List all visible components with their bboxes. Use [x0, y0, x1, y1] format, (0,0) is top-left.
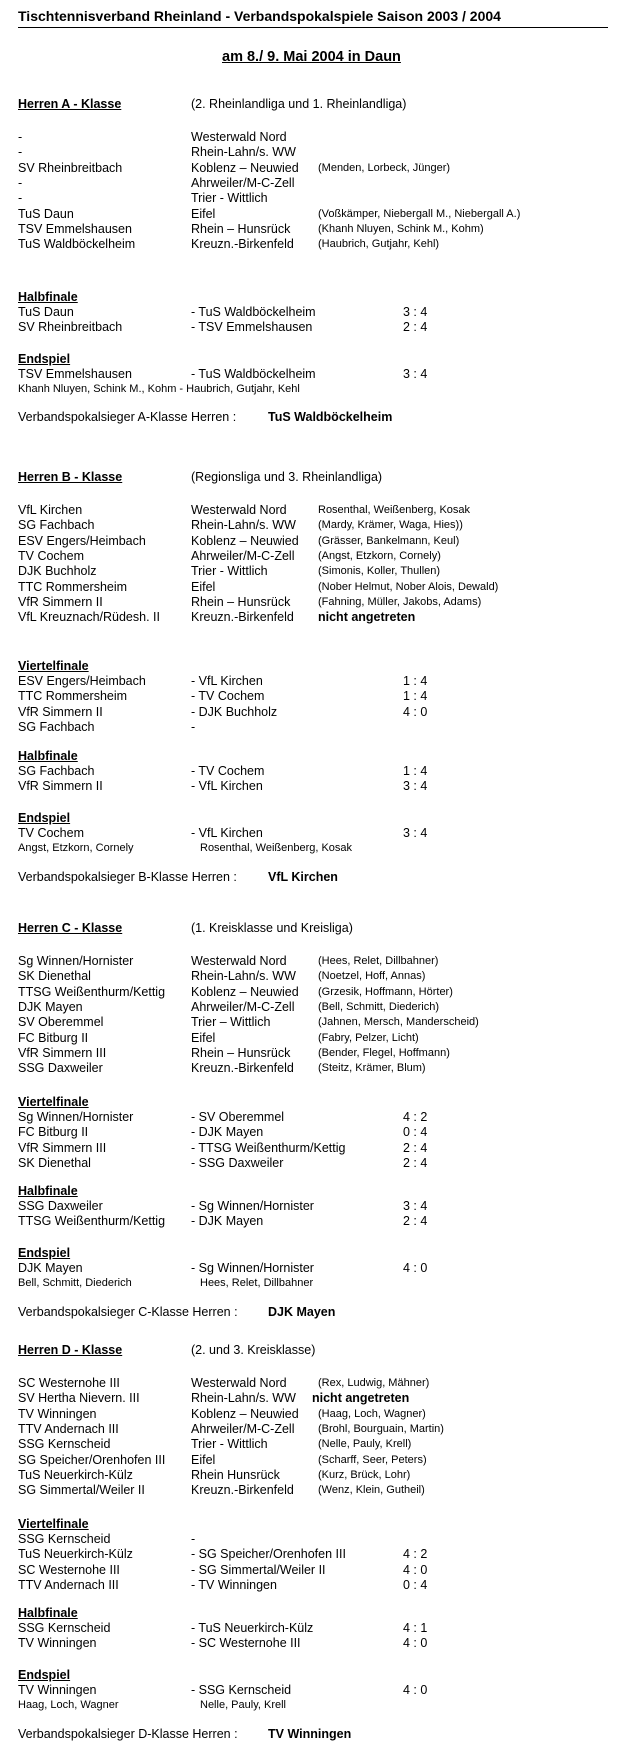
- team-players: (Fahning, Müller, Jakobs, Adams): [318, 595, 482, 608]
- match-home: TTC Rommersheim: [18, 689, 128, 704]
- team-players: (Scharff, Seer, Peters): [318, 1453, 427, 1466]
- round-heading: Endspiel: [18, 1246, 71, 1260]
- final-players-away: Nelle, Pauly, Krell: [200, 1699, 286, 1712]
- match-home: SSG Kernscheid: [18, 1532, 111, 1546]
- match-home: VfR Simmern II: [18, 704, 103, 719]
- match-away: - TV Winningen: [191, 1577, 277, 1592]
- round-heading: Endspiel: [18, 352, 71, 366]
- match-home: TuS Daun: [18, 305, 74, 319]
- team-name: SSG Kernscheid: [18, 1437, 111, 1452]
- winner-name: DJK Mayen: [268, 1305, 336, 1319]
- final-players: Khanh Nluyen, Schink M., Kohm - Haubrich, Gutjahr, Kehl: [18, 383, 300, 396]
- team-region: Ahrweiler/M-C-Zell: [191, 175, 295, 190]
- match-away: -: [191, 719, 196, 734]
- team-players: (Simonis, Koller, Thullen): [318, 565, 441, 578]
- team-region: Rhein – Hunsrück: [191, 594, 291, 609]
- match-score: 0 : 4: [403, 1125, 428, 1140]
- final-players-home: Bell, Schmitt, Diederich: [18, 1277, 132, 1290]
- team-players: (Nober Helmut, Nober Alois, Dewald): [318, 580, 499, 593]
- team-region: Kreuzn.-Birkenfeld: [191, 610, 294, 625]
- final-players-away: Rosenthal, Weißenberg, Kosak: [200, 842, 353, 855]
- team-region: Ahrweiler/M-C-Zell: [191, 999, 295, 1014]
- match-away: - VfL Kirchen: [191, 779, 263, 794]
- section-note: (2. Rheinlandliga und 1. Rheinlandliga): [191, 97, 407, 111]
- match-home: FC Bitburg II: [18, 1125, 89, 1140]
- match-away: - VfL Kirchen: [191, 826, 263, 840]
- match-away: - SV Oberemmel: [191, 1110, 285, 1124]
- team-players: (Haag, Loch, Wagner): [318, 1407, 426, 1420]
- match-home: Sg Winnen/Hornister: [18, 1110, 134, 1124]
- team-region: Trier - Wittlich: [191, 564, 268, 579]
- team-region: Ahrweiler/M-C-Zell: [191, 548, 295, 563]
- match-away: - TuS Waldböckelheim: [191, 367, 316, 381]
- section-heading: Herren D - Klasse: [18, 1343, 123, 1357]
- match-score: 4 : 0: [403, 1683, 428, 1697]
- match-score: 4 : 2: [403, 1547, 428, 1562]
- round-heading: Halbfinale: [18, 749, 78, 763]
- team-players: nicht angetreten: [312, 1391, 410, 1406]
- match-away: - VfL Kirchen: [191, 674, 263, 688]
- team-name: VfL Kirchen: [18, 503, 83, 517]
- team-region: Koblenz – Neuwied: [191, 533, 299, 548]
- match-home: TTV Andernach III: [18, 1577, 119, 1592]
- team-region: Eifel: [191, 206, 216, 221]
- team-players: (Grzesik, Hoffmann, Hörter): [318, 985, 453, 998]
- team-name: VfL Kreuznach/Rüdesh. II: [18, 610, 160, 625]
- team-name: -: [18, 130, 23, 144]
- team-region: Koblenz – Neuwied: [191, 160, 299, 175]
- match-score: 3 : 4: [403, 1199, 428, 1213]
- team-region: Rhein-Lahn/s. WW: [191, 969, 296, 984]
- team-players: (Bender, Flegel, Hoffmann): [318, 1046, 450, 1059]
- team-name: SV Oberemmel: [18, 1015, 104, 1030]
- team-players: (Hees, Relet, Dillbahner): [318, 955, 439, 967]
- team-region: Trier – Wittlich: [191, 1015, 271, 1030]
- team-region: Rhein – Hunsrück: [191, 1045, 291, 1060]
- team-region: Westerwald Nord: [191, 130, 287, 144]
- team-players: (Jahnen, Mersch, Manderscheid): [318, 1016, 479, 1029]
- team-region: Kreuzn.-Birkenfeld: [191, 1061, 294, 1076]
- match-home: TSV Emmelshausen: [18, 367, 132, 381]
- team-name: -: [18, 191, 23, 206]
- title-rule: [18, 27, 608, 28]
- winner-name: VfL Kirchen: [268, 870, 338, 884]
- match-away: - Sg Winnen/Hornister: [191, 1199, 314, 1213]
- team-region: Westerwald Nord: [191, 1376, 287, 1390]
- match-score: 1 : 4: [403, 764, 428, 778]
- team-name: SV Hertha Nievern. III: [18, 1391, 140, 1406]
- section-note: (1. Kreisklasse und Kreisliga): [191, 921, 353, 935]
- match-home: VfR Simmern II: [18, 779, 103, 794]
- team-region: Rhein-Lahn/s. WW: [191, 1391, 296, 1406]
- match-score: 3 : 4: [403, 779, 428, 794]
- match-home: SSG Daxweiler: [18, 1199, 103, 1213]
- team-name: SG Fachbach: [18, 518, 95, 533]
- match-away: - TV Cochem: [191, 764, 265, 778]
- match-score: 4 : 1: [403, 1621, 428, 1635]
- team-name: TSV Emmelshausen: [18, 221, 132, 236]
- match-score: 4 : 0: [403, 1261, 428, 1275]
- team-players: (Kurz, Brück, Lohr): [318, 1468, 411, 1481]
- team-name: SG Speicher/Orenhofen III: [18, 1452, 166, 1467]
- match-home: TV Cochem: [18, 826, 84, 840]
- team-name: TuS Neuerkirch-Külz: [18, 1467, 133, 1482]
- round-heading: Endspiel: [18, 811, 71, 825]
- winner-name: TuS Waldböckelheim: [268, 410, 393, 424]
- match-home: TTSG Weißenthurm/Kettig: [18, 1214, 166, 1229]
- match-away: - SG Simmertal/Weiler II: [191, 1562, 326, 1577]
- team-name: -: [18, 175, 23, 190]
- team-name: TTSG Weißenthurm/Kettig: [18, 984, 166, 999]
- match-score: 3 : 4: [403, 305, 428, 319]
- match-home: TV Winningen: [18, 1636, 97, 1651]
- team-region: Ahrweiler/M-C-Zell: [191, 1421, 295, 1436]
- match-away: - SSG Daxweiler: [191, 1155, 284, 1170]
- team-region: Koblenz – Neuwied: [191, 984, 299, 999]
- team-name: -: [18, 145, 23, 160]
- team-name: TuS Waldböckelheim: [18, 237, 136, 252]
- match-score: 2 : 4: [403, 1214, 428, 1229]
- match-away: - TTSG Weißenthurm/Kettig: [191, 1140, 346, 1155]
- match-away: - SG Speicher/Orenhofen III: [191, 1547, 346, 1562]
- team-players: (Nelle, Pauly, Krell): [318, 1438, 412, 1451]
- round-heading: Halbfinale: [18, 1606, 78, 1620]
- match-home: TuS Neuerkirch-Külz: [18, 1547, 133, 1562]
- team-region: Eifel: [191, 579, 216, 594]
- team-region: Rhein-Lahn/s. WW: [191, 145, 296, 160]
- section-heading: Herren B - Klasse: [18, 470, 123, 484]
- match-away: - TV Cochem: [191, 689, 265, 704]
- team-players: (Rex, Ludwig, Mähner): [318, 1377, 430, 1389]
- match-away: - DJK Buchholz: [191, 704, 278, 719]
- team-region: Rhein – Hunsrück: [191, 221, 291, 236]
- winner-label: Verbandspokalsieger B-Klasse Herren :: [18, 870, 237, 884]
- team-name: DJK Buchholz: [18, 564, 97, 579]
- team-players: (Menden, Lorbeck, Jünger): [318, 161, 451, 174]
- team-players: (Haubrich, Gutjahr, Kehl): [318, 238, 440, 251]
- team-name: Sg Winnen/Hornister: [18, 954, 134, 968]
- team-name: SG Simmertal/Weiler II: [18, 1483, 145, 1498]
- match-score: 4 : 2: [403, 1110, 428, 1124]
- team-players: (Wenz, Klein, Gutheil): [318, 1484, 425, 1497]
- team-region: Westerwald Nord: [191, 503, 287, 517]
- match-away: - DJK Mayen: [191, 1125, 264, 1140]
- team-players: (Brohl, Bourguain, Martin): [318, 1422, 444, 1435]
- team-players: (Angst, Etzkorn, Cornely): [318, 549, 441, 562]
- match-score: 4 : 0: [403, 1636, 428, 1651]
- team-region: Trier - Wittlich: [191, 191, 268, 206]
- section-heading: Herren C - Klasse: [18, 921, 123, 935]
- match-home: SSG Kernscheid: [18, 1621, 111, 1635]
- team-name: SK Dienethal: [18, 969, 91, 984]
- team-name: SV Rheinbreitbach: [18, 160, 123, 175]
- team-name: TTV Andernach III: [18, 1421, 119, 1436]
- team-name: VfR Simmern III: [18, 1045, 107, 1060]
- team-name: TV Winningen: [18, 1406, 97, 1421]
- team-region: Kreuzn.-Birkenfeld: [191, 237, 294, 252]
- match-home: SG Fachbach: [18, 719, 95, 734]
- winner-label: Verbandspokalsieger D-Klasse Herren :: [18, 1727, 238, 1741]
- team-name: TV Cochem: [18, 548, 84, 563]
- winner-label: Verbandspokalsieger A-Klasse Herren :: [18, 410, 237, 424]
- final-players-home: Haag, Loch, Wagner: [18, 1699, 119, 1712]
- match-score: 2 : 4: [403, 1140, 428, 1155]
- match-away: -: [191, 1532, 196, 1546]
- match-score: 0 : 4: [403, 1577, 428, 1592]
- team-region: Rhein-Lahn/s. WW: [191, 518, 296, 533]
- section-note: (Regionsliga und 3. Rheinlandliga): [191, 470, 383, 484]
- final-players-home: Angst, Etzkorn, Cornely: [18, 842, 134, 855]
- round-heading: Viertelfinale: [18, 1517, 89, 1531]
- match-away: - Sg Winnen/Hornister: [191, 1261, 314, 1275]
- winner-name: TV Winningen: [268, 1727, 352, 1741]
- team-name: DJK Mayen: [18, 999, 83, 1014]
- team-players: nicht angetreten: [318, 610, 416, 625]
- match-home: VfR Simmern III: [18, 1140, 107, 1155]
- team-players: (Bell, Schmitt, Diederich): [318, 1000, 440, 1013]
- match-away: - TSV Emmelshausen: [191, 320, 313, 335]
- match-score: 4 : 0: [403, 1562, 428, 1577]
- team-players: (Steitz, Krämer, Blum): [318, 1062, 426, 1075]
- match-home: TV Winningen: [18, 1683, 97, 1697]
- final-players-away: Hees, Relet, Dillbahner: [200, 1277, 314, 1290]
- team-region: Kreuzn.-Birkenfeld: [191, 1483, 294, 1498]
- match-home: DJK Mayen: [18, 1261, 83, 1275]
- team-players: (Noetzel, Hoff, Annas): [318, 970, 426, 983]
- match-home: SV Rheinbreitbach: [18, 320, 123, 335]
- team-region: Eifel: [191, 1452, 216, 1467]
- match-home: SC Westernohe III: [18, 1562, 120, 1577]
- match-home: SK Dienethal: [18, 1155, 91, 1170]
- match-home: ESV Engers/Heimbach: [18, 674, 146, 688]
- team-name: TTC Rommersheim: [18, 579, 128, 594]
- round-heading: Endspiel: [18, 1668, 71, 1682]
- page-subtitle: am 8./ 9. Mai 2004 in Daun: [222, 49, 401, 65]
- match-score: 2 : 4: [403, 320, 428, 335]
- match-away: - TuS Neuerkirch-Külz: [191, 1621, 314, 1635]
- team-region: Koblenz – Neuwied: [191, 1406, 299, 1421]
- section-note: (2. und 3. Kreisklasse): [191, 1343, 316, 1357]
- match-score: 1 : 4: [403, 674, 428, 688]
- match-away: - TuS Waldböckelheim: [191, 305, 316, 319]
- team-name: SC Westernohe III: [18, 1376, 120, 1390]
- round-heading: Halbfinale: [18, 1184, 78, 1198]
- team-players: (Khanh Nluyen, Schink M., Kohm): [318, 222, 484, 235]
- match-away: - SSG Kernscheid: [191, 1683, 292, 1697]
- round-heading: Halbfinale: [18, 290, 78, 304]
- team-name: ESV Engers/Heimbach: [18, 533, 146, 548]
- team-players: (Mardy, Krämer, Waga, Hies)): [318, 519, 463, 532]
- team-players: (Fabry, Pelzer, Licht): [318, 1031, 419, 1044]
- page-title: Tischtennisverband Rheinland - Verbandspokalspiele Saison 2003 / 2004: [18, 8, 501, 24]
- team-region: Rhein Hunsrück: [191, 1467, 280, 1482]
- team-region: Trier - Wittlich: [191, 1437, 268, 1452]
- match-away: - DJK Mayen: [191, 1214, 264, 1229]
- team-region: Westerwald Nord: [191, 954, 287, 968]
- match-score: 4 : 0: [403, 704, 428, 719]
- match-score: 3 : 4: [403, 826, 428, 840]
- match-score: 1 : 4: [403, 689, 428, 704]
- match-home: SG Fachbach: [18, 764, 95, 778]
- team-name: VfR Simmern II: [18, 594, 103, 609]
- round-heading: Viertelfinale: [18, 659, 89, 673]
- team-region: Eifel: [191, 1030, 216, 1045]
- team-players: Rosenthal, Weißenberg, Kosak: [318, 504, 471, 516]
- team-players: (Grässer, Bankelmann, Keul): [318, 534, 460, 547]
- match-score: 2 : 4: [403, 1155, 428, 1170]
- team-players: (Voßkämper, Niebergall M., Niebergall A.): [318, 207, 521, 220]
- winner-label: Verbandspokalsieger C-Klasse Herren :: [18, 1305, 238, 1319]
- team-name: TuS Daun: [18, 206, 74, 221]
- team-name: SSG Daxweiler: [18, 1061, 103, 1076]
- section-heading: Herren A - Klasse: [18, 97, 122, 111]
- match-score: 3 : 4: [403, 367, 428, 381]
- match-away: - SC Westernohe III: [191, 1636, 301, 1651]
- team-name: FC Bitburg II: [18, 1030, 89, 1045]
- round-heading: Viertelfinale: [18, 1095, 89, 1109]
